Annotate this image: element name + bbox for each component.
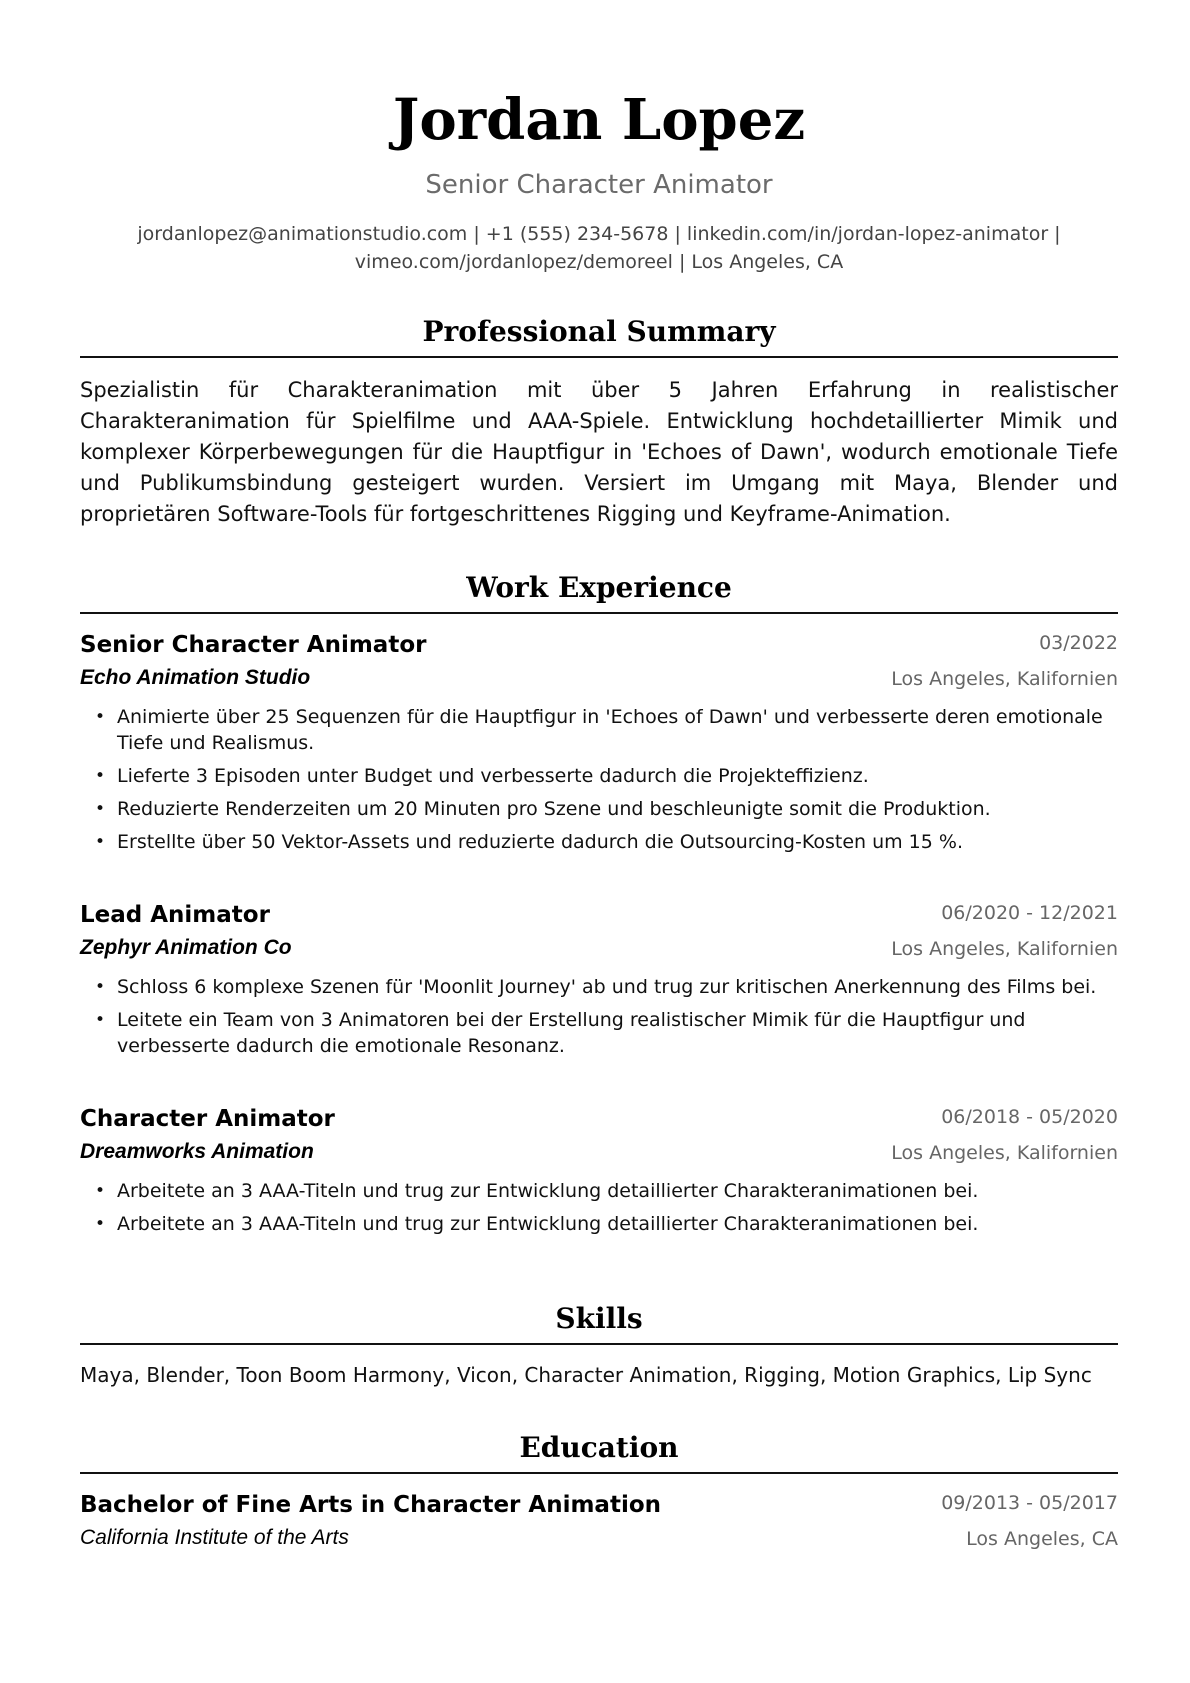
section-divider — [80, 1472, 1118, 1474]
section-title-summary: Professional Summary — [422, 315, 776, 348]
section-divider — [80, 356, 1118, 358]
list-item: • Leitete ein Team von 3 Animatoren bei der Erstellung realistischer Mimik für die Hauptfigur und verbesserte dadurch die emotionale Resonanz. — [95, 1009, 1026, 1057]
list-item: • Erstellte über 50 Vektor-Assets und reduzierte dadurch die Outsourcing-Kosten um 15 %. — [95, 831, 963, 853]
section-title-education: Education — [519, 1431, 679, 1464]
job-company: Zephyr Animation Co — [80, 936, 292, 959]
job-role: Lead Animator — [80, 902, 270, 928]
education-location: Los Angeles, CA — [966, 1528, 1118, 1550]
job-entry — [80, 1102, 1118, 1244]
job-bullets — [80, 704, 1118, 855]
list-item: • Schloss 6 komplexe Szenen für 'Moonlit Journey' ab und trug zur kritischen Anerkennung des Films bei. — [95, 976, 1097, 998]
job-company: Echo Animation Studio — [80, 666, 311, 689]
contact-line-1: jordanlopez@animationstudio.com | +1 (555) 234-5678 | linkedin.com/in/jordan-lopez-animator | — [137, 223, 1061, 245]
section-divider — [80, 612, 1118, 614]
education-entry — [80, 1488, 1118, 1556]
skills-list: Maya, Blender, Toon Boom Harmony, Vicon, Character Animation, Rigging, Motion Graphics, Lip Sync — [80, 1363, 1092, 1387]
contact-line-2: vimeo.com/jordanlopez/demoreel | Los Angeles, CA — [354, 251, 844, 273]
job-location: Los Angeles, Kalifornien — [891, 668, 1118, 690]
section-divider — [80, 1343, 1118, 1345]
section-title-skills: Skills — [555, 1302, 643, 1335]
job-bullets — [80, 974, 1118, 1059]
job-company: Dreamworks Animation — [80, 1140, 314, 1163]
job-location: Los Angeles, Kalifornien — [891, 938, 1118, 960]
section-title-experience: Work Experience — [466, 571, 732, 604]
job-role: Character Animator — [80, 1106, 335, 1132]
job-role: Senior Character Animator — [80, 632, 427, 658]
list-item: • Arbeitete an 3 AAA-Titeln und trug zur Entwicklung detaillierter Charakteranimationen bei. — [95, 1180, 979, 1202]
job-entry — [80, 628, 1118, 862]
job-date: 06/2020 - 12/2021 — [941, 902, 1118, 924]
contact-info — [80, 220, 1118, 276]
job-date: 06/2018 - 05/2020 — [941, 1106, 1118, 1128]
education-degree: Bachelor of Fine Arts in Character Animation — [80, 1492, 661, 1518]
job-bullets — [80, 1178, 1118, 1237]
job-entry — [80, 898, 1118, 1066]
job-date: 03/2022 — [1039, 632, 1118, 654]
candidate-title: Senior Character Animator — [425, 170, 773, 200]
list-item: • Arbeitete an 3 AAA-Titeln und trug zur Entwicklung detaillierter Charakteranimationen bei. — [95, 1213, 979, 1235]
list-item: • Animierte über 25 Sequenzen für die Hauptfigur in 'Echoes of Dawn' und verbesserte deren emotionale Tiefe und Realismus. — [95, 706, 1103, 754]
list-item: • Reduzierte Renderzeiten um 20 Minuten pro Szene und beschleunigte somit die Produktion. — [95, 798, 991, 820]
job-location: Los Angeles, Kalifornien — [891, 1142, 1118, 1164]
candidate-name: Jordan Lopez — [392, 87, 806, 153]
summary-text: Spezialistin für Charakteranimation mit über 5 Jahren Erfahrung in realistischer Charakteranimation für Spielfilme und AAA-Spiele. Entwicklung hochdetaillierter Mimik und komplexer Körperbewegungen für die Hauptfigur in 'Echoes of Dawn', wodurch emotionale Tiefe und Publikumsbindung gesteigert wurden. Versiert im Umgang mit Maya, Blender und proprietären Software-Tools für fortgeschrittenes Rigging und Keyframe-Animation. — [80, 378, 1118, 526]
education-date: 09/2013 - 05/2017 — [941, 1492, 1118, 1514]
education-school: California Institute of the Arts — [80, 1526, 349, 1549]
list-item: • Lieferte 3 Episoden unter Budget und verbesserte dadurch die Projekteffizienz. — [95, 765, 869, 787]
